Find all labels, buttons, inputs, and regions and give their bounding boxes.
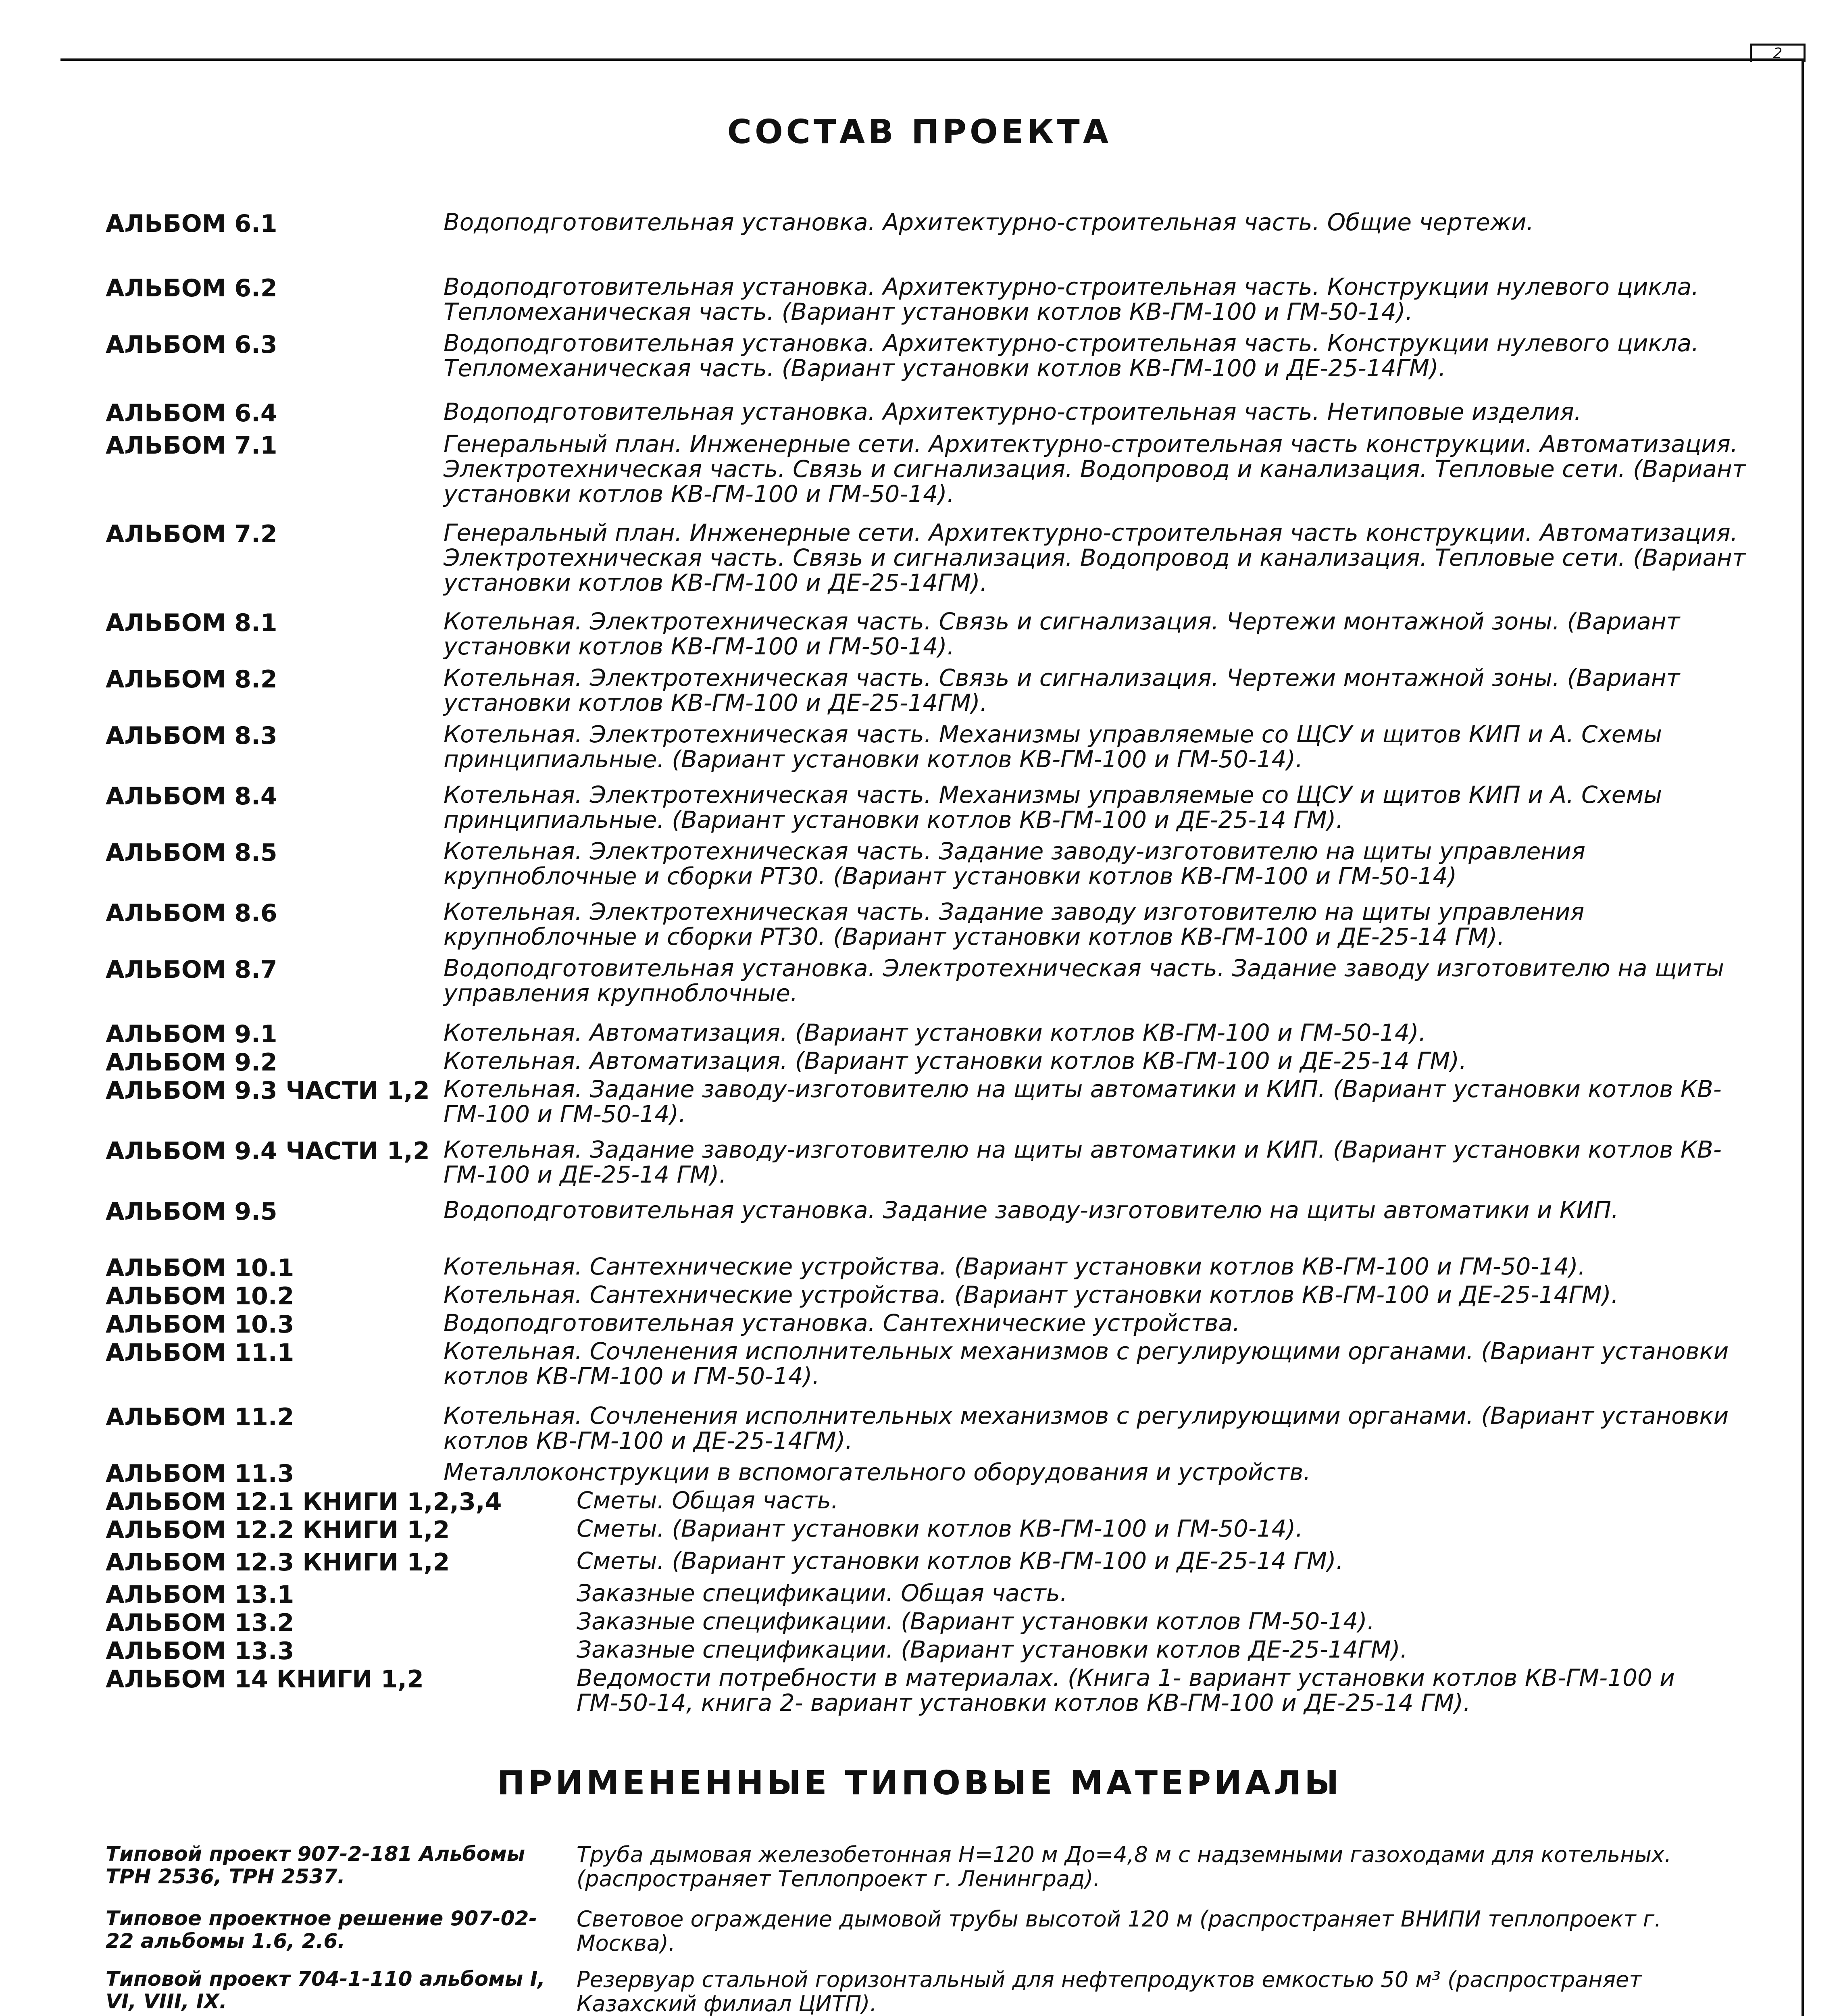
- album-code: АЛЬБОМ 13.3: [106, 1637, 294, 1665]
- album-row: [0, 1337, 1839, 1390]
- album-code: АЛЬБОМ 7.1: [106, 431, 277, 460]
- album-description: Котельная. Задание заводу-изготовителю на щиты автоматики и КИП. (Вариант установки котлов КВ-ГМ-100 и ГМ-50-14).: [444, 1075, 1722, 1128]
- album-description: Котельная. Электротехническая часть. Связь и сигнализация. Чертежи монтажной зоны. (Вариант установки котлов КВ-ГМ-100 и ГМ-50-14).: [444, 608, 1680, 660]
- album-description: Котельная. Электротехническая часть. Механизмы управляемые со ЩСУ и щитов КИП и А. Схемы принципиальные. (Вариант установки котлов КВ-ГМ-100 и ГМ-50-14).: [444, 721, 1662, 773]
- album-row: [0, 721, 1839, 773]
- material-description: Резервуар стальной горизонтальный для нефтепродуктов емкостью 50 м³ (распространяет Казахский филиал ЦИТП).: [577, 1967, 1642, 2016]
- album-row: [0, 210, 1839, 258]
- album-code: АЛЬБОМ 12.3 КНИГИ 1,2: [106, 1548, 450, 1577]
- album-code: АЛЬБОМ 14 КНИГИ 1,2: [106, 1665, 424, 1693]
- album-code: АЛЬБОМ 11.3: [106, 1460, 294, 1488]
- album-row: [0, 1198, 1839, 1246]
- album-description: Сметы. (Вариант установки котлов КВ-ГМ-100 и ГМ-50-14).: [577, 1515, 1303, 1542]
- album-description: Генеральный план. Инженерные сети. Архитектурно-строительная часть конструкции. Автоматизация. Электротехническая часть. Связь и сигнализация. Водопровод и канализация. Тепловые сети. (Вариант установки котлов КВ-ГМ-100 и ГМ-50-14).: [444, 430, 1746, 508]
- album-description: Котельная. Сантехнические устройства. (Вариант установки котлов КВ-ГМ-100 и ДЕ-25-14ГМ).: [444, 1281, 1619, 1308]
- album-description: Металлоконструкции в вспомогательного оборудования и устройств.: [444, 1458, 1311, 1486]
- album-code: АЛЬБОМ 10.1: [106, 1254, 294, 1282]
- album-code: АЛЬБОМ 9.3 ЧАСТИ 1,2: [106, 1077, 430, 1105]
- album-code: АЛЬБОМ 10.2: [106, 1282, 294, 1310]
- album-row: [0, 1403, 1839, 1452]
- material-reference: Типовой проект 907-2-181 Альбомы ТРН 2536, ТРН 2537.: [106, 1842, 525, 1888]
- album-code: АЛЬБОМ 10.3: [106, 1310, 294, 1339]
- album-row: [0, 1665, 1839, 1714]
- material-reference: Типовой проект 704-1-110 альбомы I, VI, VIII, IX.: [106, 1967, 546, 2013]
- album-row: [0, 954, 1839, 1007]
- album-description: Котельная. Задание заводу-изготовителю на щиты автоматики и КИП. (Вариант установки котлов КВ-ГМ-100 и ДЕ-25-14 ГМ).: [444, 1136, 1722, 1188]
- album-code: АЛЬБОМ 12.1 КНИГИ 1,2,3,4: [106, 1488, 502, 1516]
- album-description: Водоподготовительная установка. Архитектурно-строительная часть. Нетиповые изделия.: [444, 398, 1582, 425]
- album-code: АЛЬБОМ 13.1: [106, 1581, 294, 1609]
- album-description: Водоподготовительная установка. Архитектурно-строительная часть. Конструкции нулевого цикла. Тепломеханическая часть. (Вариант установки котлов КВ-ГМ-100 и ДЕ-25-14ГМ).: [444, 329, 1699, 382]
- album-code: АЛЬБОМ 9.5: [106, 1198, 277, 1226]
- page-title: СОСТАВ ПРОЕКТА: [727, 113, 1112, 151]
- album-row: [0, 329, 1839, 382]
- album-description: Сметы. Общая часть.: [577, 1487, 839, 1514]
- album-code: АЛЬБОМ 12.2 КНИГИ 1,2: [106, 1516, 450, 1544]
- album-code: АЛЬБОМ 9.1: [106, 1020, 277, 1048]
- album-row: [0, 1075, 1839, 1128]
- album-code: АЛЬБОМ 11.1: [106, 1339, 294, 1367]
- album-description: Заказные спецификации. (Вариант установки котлов ДЕ-25-14ГМ).: [577, 1636, 1408, 1663]
- album-description: Водоподготовительная установка. Электротехническая часть. Задание заводу изготовителю на щиты управления крупноблочные.: [444, 954, 1724, 1007]
- album-row: [0, 608, 1839, 660]
- album-description: Сметы. (Вариант установки котлов КВ-ГМ-100 и ДЕ-25-14 ГМ).: [577, 1547, 1344, 1574]
- frame-top-line: [60, 58, 1802, 61]
- album-description: Котельная. Сочленения исполнительных механизмов с регулирующими органами. (Вариант установки котлов КВ-ГМ-100 и ДЕ-25-14ГМ).: [444, 1402, 1729, 1454]
- album-code: АЛЬБОМ 6.2: [106, 274, 277, 302]
- album-row: [0, 782, 1839, 831]
- sheet-number: 2: [1750, 44, 1806, 62]
- album-description: Котельная. Автоматизация. (Вариант установки котлов КВ-ГМ-100 и ДЕ-25-14 ГМ).: [444, 1047, 1467, 1075]
- album-row: [0, 1136, 1839, 1188]
- album-row: [0, 274, 1839, 323]
- album-description: Котельная. Электротехническая часть. Задание заводу изготовителю на щиты управления крупноблочные и сборки РТ30. (Вариант установки котлов КВ-ГМ-100 и ДЕ-25-14 ГМ).: [444, 898, 1585, 950]
- album-code: АЛЬБОМ 8.5: [106, 839, 277, 867]
- album-description: Котельная. Автоматизация. (Вариант установки котлов КВ-ГМ-100 и ГМ-50-14).: [444, 1019, 1427, 1046]
- album-description: Заказные спецификации. Общая часть.: [577, 1579, 1068, 1607]
- album-code: АЛЬБОМ 8.6: [106, 899, 277, 927]
- album-code: АЛЬБОМ 6.1: [106, 210, 277, 238]
- album-code: АЛЬБОМ 11.2: [106, 1403, 294, 1431]
- album-row: [0, 430, 1839, 508]
- album-description: Генеральный план. Инженерные сети. Архитектурно-строительная часть конструкции. Автоматизация. Электротехническая часть. Связь и сигнализация. Водопровод и канализация. Тепловые сети. (Вариант установки котлов КВ-ГМ-100 и ДЕ-25-14ГМ).: [444, 519, 1746, 596]
- album-description: Котельная. Электротехническая часть. Механизмы управляемые со ЩСУ и щитов КИП и А. Схемы принципиальные. (Вариант установки котлов КВ-ГМ-100 и ДЕ-25-14 ГМ).: [444, 781, 1662, 833]
- album-code: АЛЬБОМ 8.1: [106, 609, 277, 637]
- album-description: Котельная. Сочленения исполнительных механизмов с регулирующими органами. (Вариант установки котлов КВ-ГМ-100 и ГМ-50-14).: [444, 1337, 1729, 1390]
- album-description: Котельная. Электротехническая часть. Связь и сигнализация. Чертежи монтажной зоны. (Вариант установки котлов КВ-ГМ-100 и ДЕ-25-14ГМ).: [444, 664, 1680, 716]
- album-description: Водоподготовительная установка. Архитектурно-строительная часть. Конструкции нулевого цикла. Тепломеханическая часть. (Вариант установки котлов КВ-ГМ-100 и ГМ-50-14).: [444, 273, 1699, 325]
- album-row: [0, 837, 1839, 890]
- album-description: Заказные спецификации. (Вариант установки котлов ГМ-50-14).: [577, 1608, 1375, 1635]
- album-code: АЛЬБОМ 8.4: [106, 782, 277, 810]
- album-code: АЛЬБОМ 9.2: [106, 1048, 277, 1077]
- album-description: Ведомости потребности в материалах. (Книга 1- вариант установки котлов КВ-ГМ-100 и ГМ-50-14, книга 2- вариант установки котлов КВ-ГМ-100 и ДЕ-25-14 ГМ).: [577, 1664, 1675, 1716]
- album-description: Водоподготовительная установка. Сантехнические устройства.: [444, 1309, 1240, 1337]
- album-description: Котельная. Электротехническая часть. Задание заводу-изготовителю на щиты управления крупноблочные и сборки РТ30. (Вариант установки котлов КВ-ГМ-100 и ГМ-50-14): [444, 837, 1585, 890]
- album-code: АЛЬБОМ 8.2: [106, 665, 277, 694]
- album-row: [0, 665, 1839, 714]
- album-description: Котельная. Сантехнические устройства. (Вариант установки котлов КВ-ГМ-100 и ГМ-50-14).: [444, 1253, 1586, 1280]
- album-code: АЛЬБОМ 7.2: [106, 520, 277, 548]
- album-row: [0, 899, 1839, 948]
- album-code: АЛЬБОМ 6.4: [106, 399, 277, 427]
- materials-title: ПРИМЕНЕННЫЕ ТИПОВЫЕ МАТЕРИАЛЫ: [497, 1764, 1342, 1802]
- material-reference: Типовое проектное решение 907-02-22 альбомы 1.6, 2.6.: [106, 1907, 537, 1953]
- album-code: АЛЬБОМ 8.3: [106, 722, 277, 750]
- album-code: АЛЬБОМ 8.7: [106, 956, 277, 984]
- album-description: Водоподготовительная установка. Задание заводу-изготовителю на щиты автоматики и КИП.: [444, 1196, 1619, 1224]
- album-row: [0, 519, 1839, 596]
- material-description: Световое ограждение дымовой трубы высотой 120 м (распространяет ВНИПИ теплопроект г. Москва).: [577, 1906, 1662, 1956]
- album-code: АЛЬБОМ 9.4 ЧАСТИ 1,2: [106, 1137, 430, 1165]
- material-description: Труба дымовая железобетонная Н=120 м До=4,8 м с надземными газоходами для котельных. (распространяет Теплопроект г. Ленинград).: [577, 1842, 1672, 1891]
- album-code: АЛЬБОМ 13.2: [106, 1609, 294, 1637]
- album-code: АЛЬБОМ 6.3: [106, 331, 277, 359]
- album-description: Водоподготовительная установка. Архитектурно-строительная часть. Общие чертежи.: [444, 208, 1534, 236]
